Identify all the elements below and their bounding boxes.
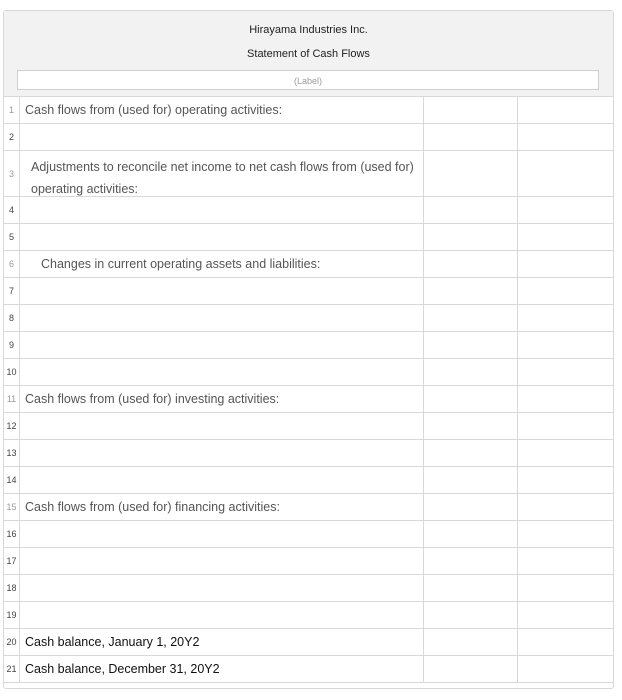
table-row	[4, 97, 613, 124]
table-row	[4, 151, 613, 197]
amount-cell[interactable]	[424, 467, 518, 493]
row-label-cell[interactable]: Cash balance, December 31, 20Y2	[20, 656, 424, 682]
statement-title: Statement of Cash Flows	[247, 48, 370, 60]
amount-cell[interactable]	[424, 575, 518, 601]
amount-cell[interactable]	[424, 224, 518, 250]
row-label-cell[interactable]	[20, 332, 424, 358]
statement-header	[4, 11, 613, 97]
row-number: 12	[4, 413, 20, 439]
total-cell[interactable]	[518, 386, 613, 412]
row-number: 11	[4, 386, 20, 412]
row-number: 18	[4, 575, 20, 601]
row-number: 6	[4, 251, 20, 277]
table-row	[4, 305, 613, 332]
table-row	[4, 629, 613, 656]
amount-cell[interactable]	[424, 602, 518, 628]
row-label-cell[interactable]: Adjustments to reconcile net income to net cash flows from (used for) operating activities:	[20, 151, 424, 196]
row-label-cell[interactable]	[20, 124, 424, 150]
amount-cell[interactable]	[424, 359, 518, 385]
total-cell[interactable]	[518, 494, 613, 520]
total-cell[interactable]	[518, 124, 613, 150]
amount-cell[interactable]	[424, 413, 518, 439]
amount-cell[interactable]	[424, 305, 518, 331]
row-number: 15	[4, 494, 20, 520]
table-row	[4, 413, 613, 440]
total-cell[interactable]	[518, 602, 613, 628]
table-row	[4, 467, 613, 494]
amount-cell[interactable]	[424, 197, 518, 223]
row-number: 9	[4, 332, 20, 358]
row-number: 19	[4, 602, 20, 628]
row-label-cell[interactable]: Cash balance, January 1, 20Y2	[20, 629, 424, 655]
row-number: 5	[4, 224, 20, 250]
amount-cell[interactable]	[424, 440, 518, 466]
row-label-cell[interactable]: Cash flows from (used for) operating activities:	[20, 97, 424, 123]
table-row	[4, 278, 613, 305]
amount-cell[interactable]	[424, 124, 518, 150]
row-label-cell[interactable]	[20, 197, 424, 223]
row-number: 13	[4, 440, 20, 466]
total-cell[interactable]	[518, 629, 613, 655]
amount-cell[interactable]	[424, 656, 518, 682]
row-number: 1	[4, 97, 20, 123]
row-label-cell[interactable]	[20, 278, 424, 304]
row-number: 3	[4, 151, 20, 196]
row-number: 14	[4, 467, 20, 493]
amount-cell[interactable]	[424, 629, 518, 655]
amount-cell[interactable]	[424, 494, 518, 520]
row-label-cell[interactable]	[20, 440, 424, 466]
row-number: 2	[4, 124, 20, 150]
total-cell[interactable]	[518, 278, 613, 304]
row-label-cell[interactable]	[20, 602, 424, 628]
total-cell[interactable]	[518, 413, 613, 439]
company-name: Hirayama Industries Inc.	[249, 24, 368, 36]
table-row	[4, 197, 613, 224]
row-label-cell[interactable]	[20, 305, 424, 331]
total-cell[interactable]	[518, 151, 613, 196]
amount-cell[interactable]	[424, 97, 518, 123]
row-label-cell[interactable]	[20, 413, 424, 439]
table-row	[4, 548, 613, 575]
amount-cell[interactable]	[424, 151, 518, 196]
total-cell[interactable]	[518, 575, 613, 601]
total-cell[interactable]	[518, 467, 613, 493]
table-row	[4, 224, 613, 251]
row-label-cell[interactable]: Cash flows from (used for) financing activities:	[20, 494, 424, 520]
table-row	[4, 575, 613, 602]
row-label-cell[interactable]	[20, 359, 424, 385]
total-cell[interactable]	[518, 197, 613, 223]
table-row	[4, 656, 613, 683]
row-number: 20	[4, 629, 20, 655]
row-number: 21	[4, 656, 20, 682]
table-row	[4, 124, 613, 151]
total-cell[interactable]	[518, 656, 613, 682]
row-label-cell[interactable]	[20, 548, 424, 574]
table-row	[4, 359, 613, 386]
row-label-cell[interactable]	[20, 467, 424, 493]
amount-cell[interactable]	[424, 386, 518, 412]
table-row	[4, 386, 613, 413]
cash-flow-worksheet	[3, 10, 614, 689]
row-number: 16	[4, 521, 20, 547]
total-cell[interactable]	[518, 251, 613, 277]
row-label-cell[interactable]: Cash flows from (used for) investing activities:	[20, 386, 424, 412]
amount-cell[interactable]	[424, 278, 518, 304]
total-cell[interactable]	[518, 97, 613, 123]
label-dropdown[interactable]: (Label)	[17, 70, 599, 90]
table-row	[4, 440, 613, 467]
amount-cell[interactable]	[424, 521, 518, 547]
row-label-cell[interactable]: Changes in current operating assets and liabilities:	[20, 251, 424, 277]
total-cell[interactable]	[518, 521, 613, 547]
row-number: 10	[4, 359, 20, 385]
total-cell[interactable]	[518, 305, 613, 331]
table-row	[4, 602, 613, 629]
table-row	[4, 494, 613, 521]
total-cell[interactable]	[518, 332, 613, 358]
row-label-cell[interactable]	[20, 521, 424, 547]
row-label-cell[interactable]	[20, 575, 424, 601]
amount-cell[interactable]	[424, 548, 518, 574]
row-number: 17	[4, 548, 20, 574]
amount-cell[interactable]	[424, 251, 518, 277]
table-row	[4, 332, 613, 359]
table-row	[4, 521, 613, 548]
row-number: 7	[4, 278, 20, 304]
row-number: 8	[4, 305, 20, 331]
total-cell[interactable]	[518, 359, 613, 385]
total-cell[interactable]	[518, 224, 613, 250]
amount-cell[interactable]	[424, 332, 518, 358]
total-cell[interactable]	[518, 548, 613, 574]
row-number: 4	[4, 197, 20, 223]
total-cell[interactable]	[518, 440, 613, 466]
row-label-cell[interactable]	[20, 224, 424, 250]
table-row	[4, 251, 613, 278]
